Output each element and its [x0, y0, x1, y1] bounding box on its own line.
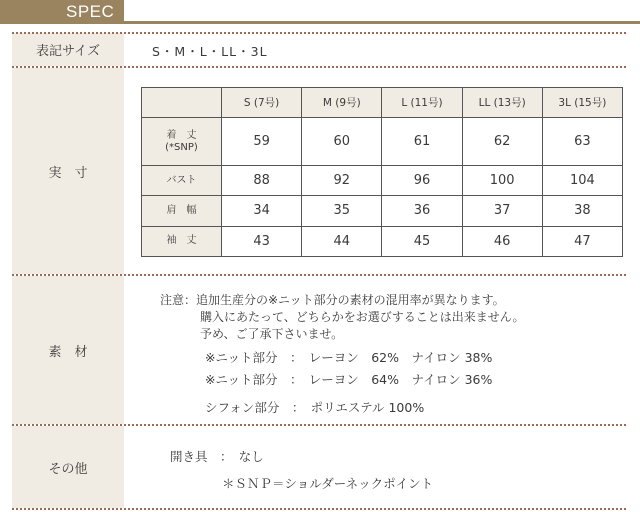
table-cell: 46	[462, 226, 542, 256]
row-label-main: 肩 幅	[166, 204, 197, 216]
material-note-3: 予め、ご了承下さいませ。	[200, 327, 344, 341]
size-label: 表記サイズ	[36, 44, 100, 59]
column-header: L (11号)	[382, 88, 462, 118]
table-cell: 43	[222, 226, 302, 256]
table-cell: 44	[302, 226, 382, 256]
measure-label: 実 寸	[48, 165, 88, 181]
closure-info: 開き具 ： なし	[170, 449, 264, 464]
separator-measure	[12, 274, 626, 276]
table-header-row	[142, 88, 623, 118]
row-label	[142, 118, 222, 165]
table-cell: 35	[302, 196, 382, 226]
separator-bottom	[12, 508, 626, 510]
measure-label-cell	[12, 68, 124, 274]
row-label-sub: (*SNP)	[165, 141, 198, 153]
table-cell: 45	[382, 226, 462, 256]
knit-composition-b: ※ニット部分 ： レーヨン 64% ナイロン 36%	[205, 372, 493, 387]
spec-header	[0, 0, 640, 24]
table-cell: 100	[462, 165, 542, 195]
size-value: S・M・L・LL・3L	[152, 44, 268, 59]
table-row	[142, 165, 623, 195]
size-label-cell	[12, 33, 124, 66]
chiffon-composition: シフォン部分 ： ポリエステル 100%	[205, 400, 425, 415]
header-rule	[124, 21, 640, 24]
table-cell: 37	[462, 196, 542, 226]
separator-size	[12, 66, 626, 68]
table-cell: 60	[302, 118, 382, 165]
row-label-main: 袖 丈	[166, 235, 197, 247]
table-cell: 63	[542, 118, 622, 165]
table-cell: 34	[222, 196, 302, 226]
material-label: 素 材	[48, 344, 88, 360]
table-row	[142, 118, 623, 165]
table-cell: 59	[222, 118, 302, 165]
header-title: SPEC	[66, 2, 115, 21]
separator-material	[12, 424, 626, 426]
separator-top	[12, 32, 626, 34]
table-cell: 36	[382, 196, 462, 226]
table-row	[142, 226, 623, 256]
other-label: その他	[48, 461, 88, 477]
knit-composition-a: ※ニット部分 ： レーヨン 62% ナイロン 38%	[205, 350, 493, 365]
row-label-main: 着 丈	[166, 129, 197, 141]
column-header: S (7号)	[222, 88, 302, 118]
column-header: 3L (15号)	[542, 88, 622, 118]
material-label-cell	[12, 276, 124, 424]
row-label	[142, 196, 222, 226]
table-cell: 92	[302, 165, 382, 195]
table-cell: 88	[222, 165, 302, 195]
table-cell: 62	[462, 118, 542, 165]
table-cell: 96	[382, 165, 462, 195]
other-label-cell	[12, 426, 124, 508]
measurement-table	[141, 87, 623, 257]
table-cell: 61	[382, 118, 462, 165]
snp-footnote: ＊ＳＮＰ＝ショルダーネックポイント	[222, 476, 434, 491]
column-header: LL (13号)	[462, 88, 542, 118]
row-label	[142, 226, 222, 256]
row-label	[142, 165, 222, 195]
column-header: M (9号)	[302, 88, 382, 118]
table-cell: 104	[542, 165, 622, 195]
table-row	[142, 196, 623, 226]
table-corner-cell	[142, 88, 222, 118]
material-note-1: 注意：追加生産分の※ニット部分の素材の混用率が異なります。	[160, 293, 505, 307]
table-cell: 38	[542, 196, 622, 226]
row-label-main: バスト	[166, 174, 197, 186]
material-note-2: 購入にあたって、どちらかをお選びすることは出来ません。	[200, 310, 525, 324]
table-cell: 47	[542, 226, 622, 256]
